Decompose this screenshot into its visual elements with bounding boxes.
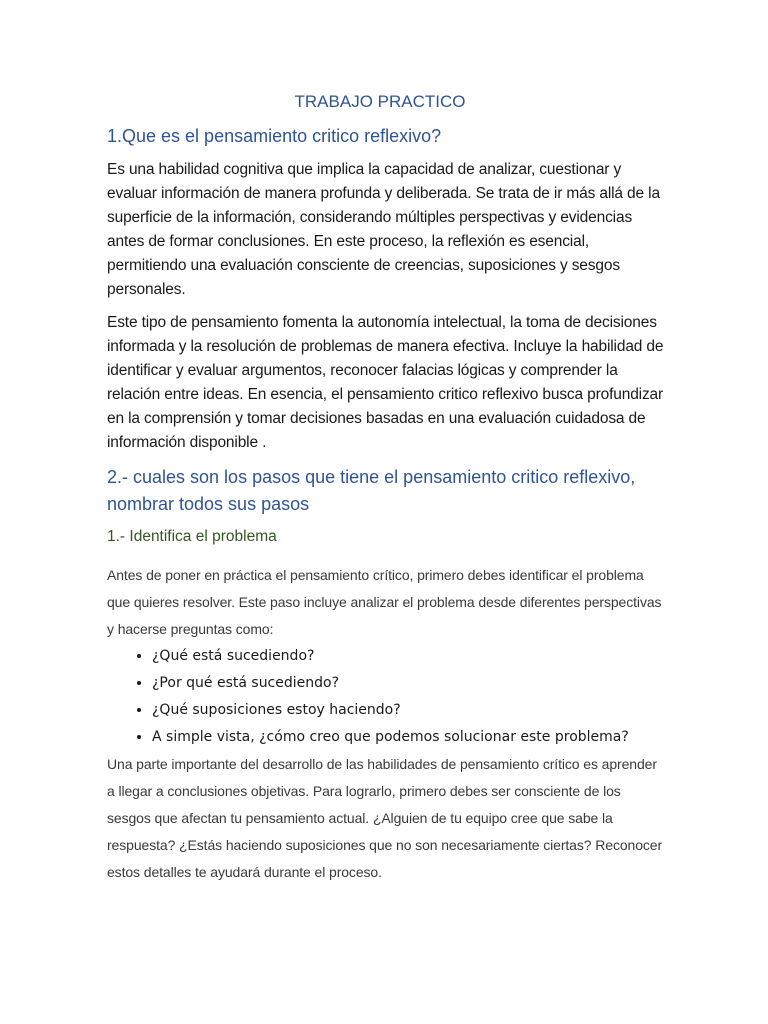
list-item: • ¿Qué está sucediendo? [152,643,667,670]
list-item: • A simple vista, ¿cómo creo que podemos solucionar este problema? [152,724,667,751]
document-title: TRABAJO PRACTICO [294,92,466,111]
question-2-heading: 2.- cuales son los pasos que tiene el pensamiento critico reflexivo, nombrar todos sus pasos [107,467,636,514]
document-page [107,92,667,886]
step-1-question-list [107,643,667,751]
step-1-outro: Una parte importante del desarrollo de las habilidades de pensamiento crítico es aprender a llegar a conclusiones objetivas. Para lograrlo, primero debes ser consciente de los sesgos que afectan tu pensamiento actual. ¿Alguien de tu equipo cree que sabe la respuesta? ¿Estás haciendo suposiciones que no son necesariamente ciertas? Reconocer estos detalles te ayudará durante el proceso. [107,756,663,880]
list-item: • ¿Por qué está sucediendo? [152,670,667,697]
list-item: • ¿Qué suposiciones estoy haciendo? [152,697,667,724]
step-1-intro: Antes de poner en práctica el pensamiento crítico, primero debes identificar el problema que quieres resolver. Este paso incluye analizar el problema desde diferentes perspectivas y hacerse preguntas como: [107,567,662,637]
question-1-paragraph-2: Este tipo de pensamiento fomenta la autonomía intelectual, la toma de decisiones informada y la resolución de problemas de manera efectiva. Incluye la habilidad de identificar y evaluar argumentos, reconocer falacias lógicas y comprender la relación entre ideas. En esencia, el pensamiento critico reflexivo busca profundizar en la comprensión y tomar decisiones basadas en una evaluación cuidadosa de información disponible . [107,314,664,451]
question-1-heading: 1.Que es el pensamiento critico reflexivo? [107,126,442,146]
step-1-heading: 1.- Identifica el problema [107,528,277,545]
question-1-paragraph-1: Es una habilidad cognitiva que implica la capacidad de analizar, cuestionar y evaluar información de manera profunda y deliberada. Se trata de ir más allá de la superficie de la información, considerando múltiples perspectivas y evidencias antes de formar conclusiones. En este proceso, la reflexión es esencial, permitiendo una evaluación consciente de creencias, suposiciones y sesgos personales. [107,161,660,298]
